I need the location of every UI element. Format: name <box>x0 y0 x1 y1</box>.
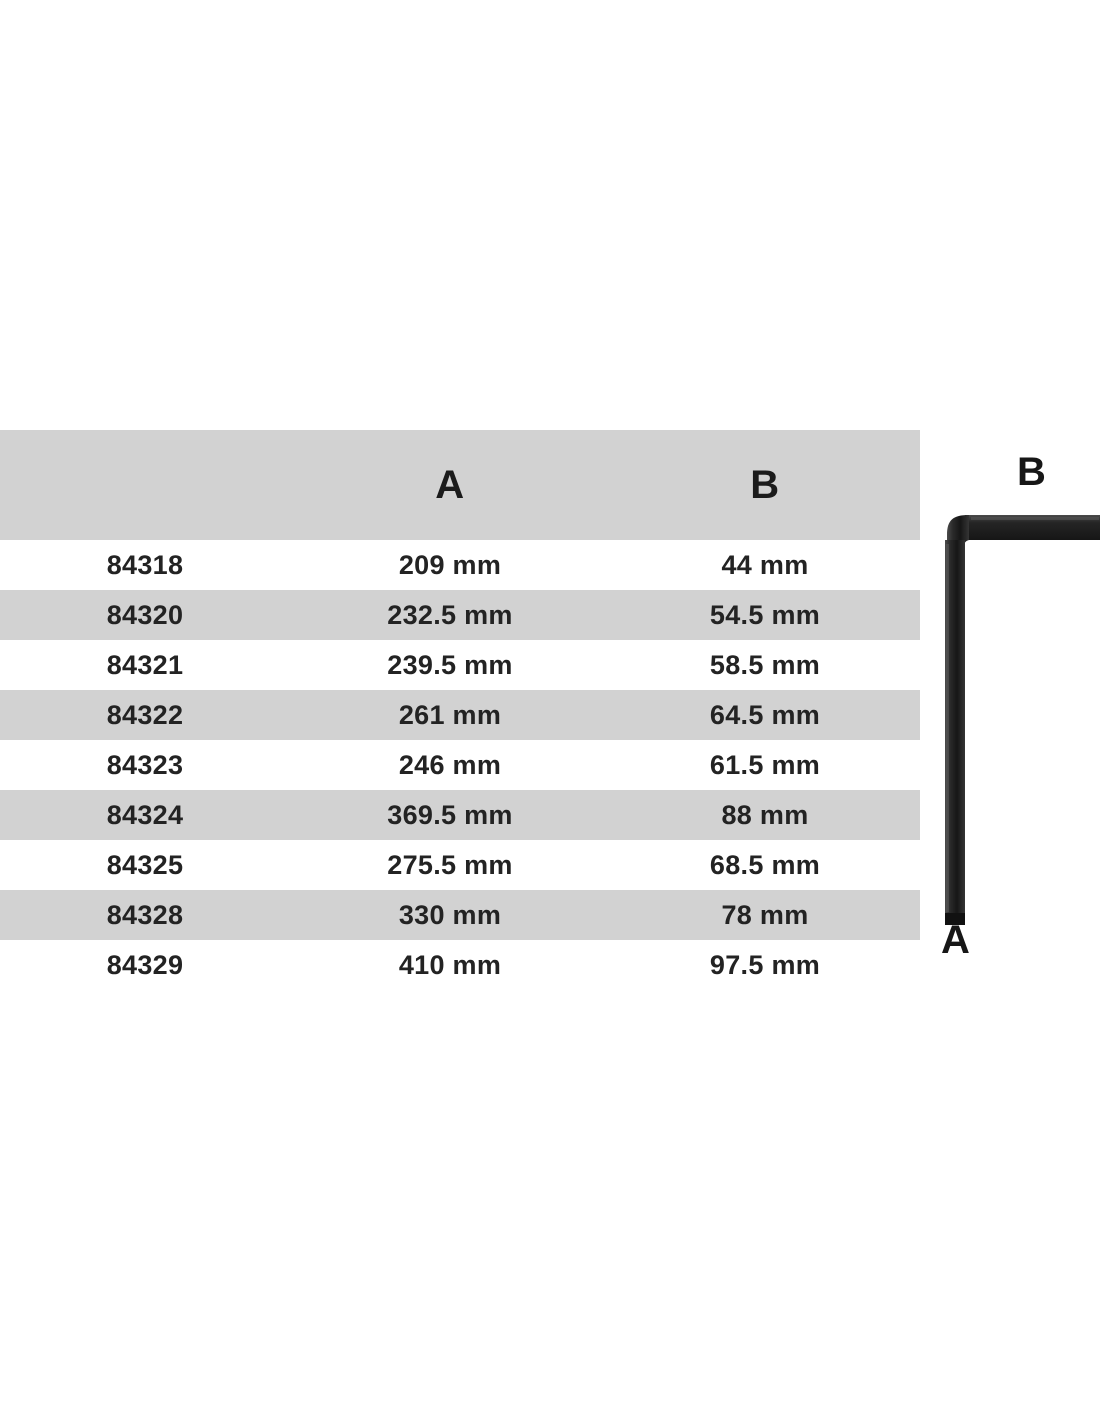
table-header <box>0 430 920 540</box>
table-row <box>0 840 920 890</box>
cell-code: 84323 <box>0 740 290 790</box>
cell-code: 84321 <box>0 640 290 690</box>
cell-code: 84325 <box>0 840 290 890</box>
cell-b: 68.5 mm <box>610 840 920 890</box>
table-row <box>0 940 920 990</box>
table-row <box>0 740 920 790</box>
column-header-b: B <box>610 430 920 540</box>
cell-code: 84320 <box>0 590 290 640</box>
cell-code: 84322 <box>0 690 290 740</box>
cell-code: 84318 <box>0 540 290 590</box>
cell-b: 44 mm <box>610 540 920 590</box>
table-row <box>0 590 920 640</box>
cell-code: 84329 <box>0 940 290 990</box>
cell-a: 410 mm <box>290 940 610 990</box>
hex-key-highlight-top <box>971 517 1099 520</box>
cell-code: 84328 <box>0 890 290 940</box>
cell-b: 64.5 mm <box>610 690 920 740</box>
cell-a: 275.5 mm <box>290 840 610 890</box>
cell-a: 369.5 mm <box>290 790 610 840</box>
dimension-label-b: B <box>1017 450 1046 494</box>
cell-b: 58.5 mm <box>610 640 920 690</box>
cell-b: 61.5 mm <box>610 740 920 790</box>
hex-key-diagram <box>925 440 1100 980</box>
cell-b: 88 mm <box>610 790 920 840</box>
table-row <box>0 790 920 840</box>
cell-b: 78 mm <box>610 890 920 940</box>
dimension-label-a: A <box>941 918 970 962</box>
cell-code: 84324 <box>0 790 290 840</box>
hex-key-illustration <box>925 440 1100 980</box>
column-header-a: A <box>290 430 610 540</box>
dimensions-table <box>0 430 920 990</box>
table-row <box>0 540 920 590</box>
cell-a: 330 mm <box>290 890 610 940</box>
column-header-code <box>0 430 290 540</box>
cell-a: 209 mm <box>290 540 610 590</box>
table-header-row <box>0 430 920 540</box>
cell-a: 261 mm <box>290 690 610 740</box>
table-row <box>0 690 920 740</box>
cell-a: 246 mm <box>290 740 610 790</box>
cell-a: 232.5 mm <box>290 590 610 640</box>
hex-key-highlight <box>946 544 949 912</box>
cell-a: 239.5 mm <box>290 640 610 690</box>
table-row <box>0 640 920 690</box>
cell-b: 54.5 mm <box>610 590 920 640</box>
table-row <box>0 890 920 940</box>
table-body <box>0 540 920 990</box>
cell-b: 97.5 mm <box>610 940 920 990</box>
